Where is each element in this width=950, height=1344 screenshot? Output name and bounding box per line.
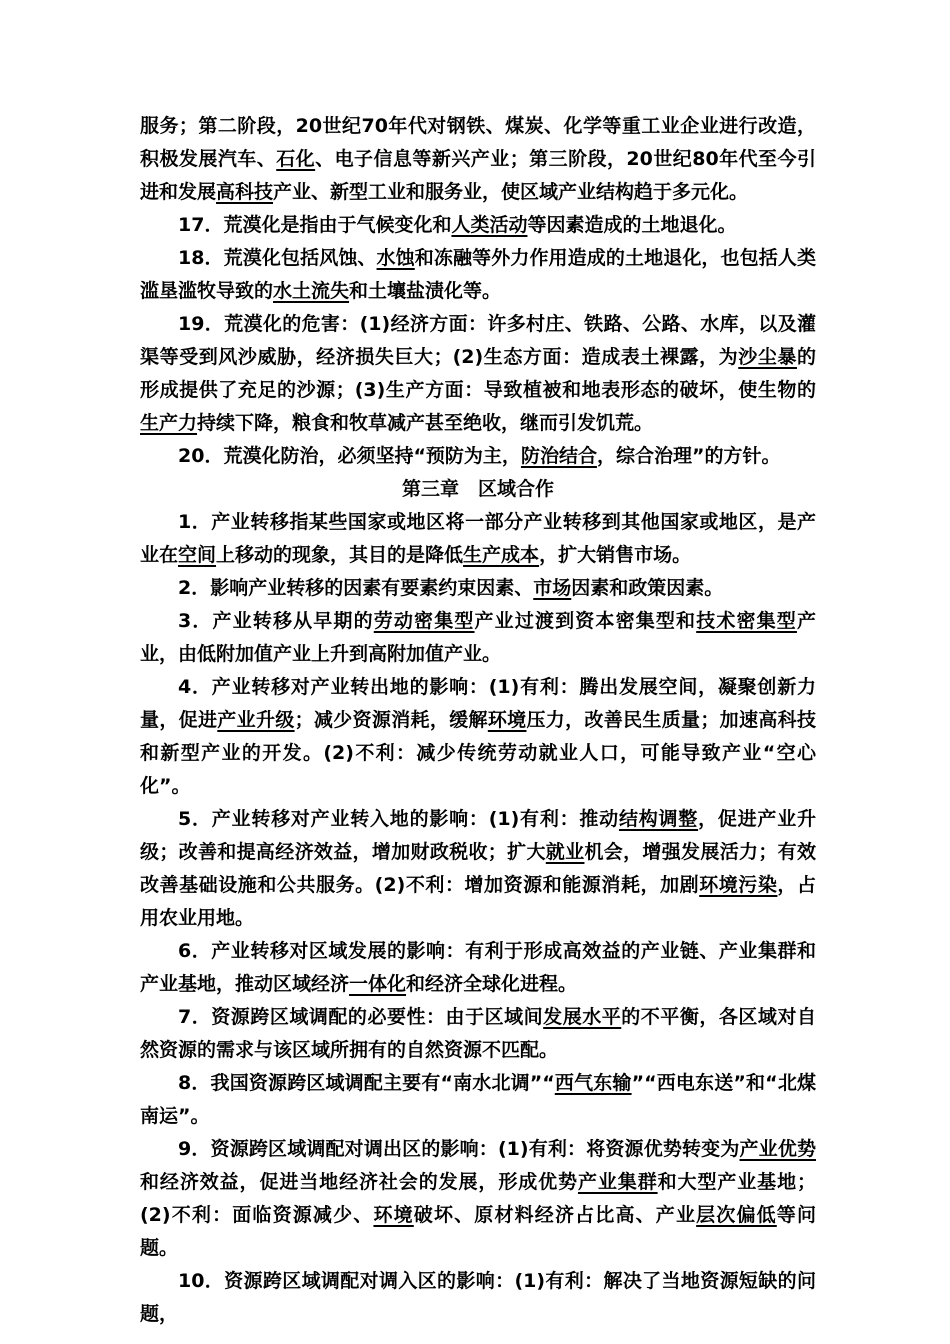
underlined-answer: 产业优势 <box>739 1138 816 1160</box>
text-segment: 和冻融等外力作用造成的土地退化，也包括人类滥垦滥牧导致的 <box>140 247 816 302</box>
paragraph <box>140 572 816 605</box>
text-segment: ；减少资源消耗，缓解 <box>294 709 488 731</box>
text-segment: 等问题。 <box>140 1204 816 1259</box>
paragraph <box>140 1133 816 1265</box>
paragraph <box>140 440 816 473</box>
underlined-answer: 环境污染 <box>699 874 778 896</box>
text-segment: 机会，增强发展活力；有效改善基础设施和公共服务。(2)不利：增加资源和能源消耗，加剧 <box>140 841 816 896</box>
text-segment: 和经济全球化进程。 <box>406 973 578 995</box>
text-segment: 等因素造成的土地退化。 <box>527 214 737 236</box>
text-segment: 、电子信息等新兴产业；第三阶段，20世纪80年代至今引进和发展 <box>140 148 816 203</box>
underlined-answer: 产业升级 <box>217 709 295 731</box>
text-segment: 5．产业转移对产业转入地的影响：(1)有利：推动 <box>178 808 619 830</box>
text-segment: 2．影响产业转移的因素有要素约束因素、 <box>178 577 534 599</box>
text-segment: 和经济效益，促进当地经济社会的发展，形成优势 <box>140 1171 578 1193</box>
text-segment: 9．资源跨区域调配对调出区的影响：(1)有利：将资源优势转变为 <box>178 1138 740 1160</box>
underlined-answer: 市场 <box>533 577 572 599</box>
text-segment: 3．产业转移从早期的 <box>178 610 374 632</box>
text-segment: ”“西电东送”和“北煤南运”。 <box>140 1072 816 1127</box>
underlined-answer: 生产力 <box>140 412 198 434</box>
paragraph <box>140 110 816 209</box>
text-segment: 上移动的现象，其目的是降低 <box>216 544 464 566</box>
text-segment: ，占用农业用地。 <box>140 874 816 929</box>
paragraph <box>140 1001 816 1067</box>
text-segment: 持续下降，粮食和牧草减产甚至绝收，继而引发饥荒。 <box>197 412 654 434</box>
text-segment: 18．荒漠化包括风蚀、 <box>178 247 377 269</box>
text-segment: 服务；第二阶段，20世纪70年代对钢铁、煤炭、化学等重工业企业进行改造，积极发展汽车、 <box>140 115 816 170</box>
underlined-answer: 一体化 <box>349 973 407 995</box>
underlined-answer: 石化 <box>276 148 316 170</box>
underlined-answer: 防治结合 <box>520 445 597 467</box>
underlined-answer: 环境 <box>373 1204 414 1226</box>
paragraph <box>140 308 816 440</box>
text-segment: 产业、新型工业和服务业，使区域产业结构趋于多元化。 <box>273 181 749 203</box>
text-segment: 20．荒漠化防治，必须坚持“预防为主， <box>178 445 521 467</box>
text-segment: 10．资源跨区域调配对调入区的影响：(1)有利：解决了当地资源短缺的问题， <box>140 1270 816 1325</box>
paragraph <box>140 242 816 308</box>
paragraph <box>140 506 816 572</box>
text-segment: 19．荒漠化的危害：(1)经济方面：许多村庄、铁路、公路、水库，以及灌渠等受到风沙威胁，经济损失巨大；(2)生态方面：造成表土裸露，为 <box>140 313 816 368</box>
underlined-answer: 空间 <box>178 544 217 566</box>
text-segment: ，综合治理”的方针。 <box>596 445 781 467</box>
text-segment: 产业，由低附加值产业上升到高附加值产业。 <box>140 610 816 665</box>
text-segment: 和大型产业基地；(2)不利：面临资源减少、 <box>140 1171 816 1226</box>
text-segment: 6．产业转移对区域发展的影响：有利于形成高效益的产业链、产业集群和产业基地，推动区域经济 <box>140 940 816 995</box>
text-segment: ，扩大销售市场。 <box>539 544 692 566</box>
underlined-answer: 人类活动 <box>451 214 528 236</box>
paragraph <box>140 605 816 671</box>
text-segment: 17．荒漠化是指由于气候变化和 <box>178 214 452 236</box>
paragraph <box>140 209 816 242</box>
underlined-answer: 发展水平 <box>543 1006 622 1028</box>
paragraph <box>140 935 816 1001</box>
paragraph <box>140 671 816 803</box>
underlined-answer: 高科技 <box>216 181 274 203</box>
chapter-heading <box>140 473 816 506</box>
text-segment: 1．产业转移指某些国家或地区将一部分产业转移到其他国家或地区，是产业在 <box>140 511 816 566</box>
underlined-answer: 结构调整 <box>618 808 699 830</box>
underlined-answer: 劳动密集型 <box>373 610 475 632</box>
underlined-answer: 层次偏低 <box>696 1204 777 1226</box>
text-segment: 第三章 区域合作 <box>401 478 554 500</box>
underlined-answer: 技术密集型 <box>696 610 797 632</box>
text-segment: 和土壤盐渍化等。 <box>349 280 502 302</box>
underlined-answer: 产业集群 <box>577 1171 658 1193</box>
underlined-answer: 水蚀 <box>376 247 415 269</box>
underlined-answer: 就业 <box>545 841 585 863</box>
underlined-answer: 沙尘暴 <box>738 346 797 368</box>
text-segment: 的不平衡，各区域对自然资源的需求与该区域所拥有的自然资源不匹配。 <box>140 1006 816 1061</box>
text-segment: 7．资源跨区域调配的必要性：由于区域间 <box>178 1006 544 1028</box>
text-segment: 压力，改善民生质量；加速高科技和新型产业的开发。(2)不利：减少传统劳动就业人口，可能导致产业“空心化”。 <box>140 709 816 797</box>
underlined-answer: 生产成本 <box>463 544 540 566</box>
paragraph <box>140 1067 816 1133</box>
text-segment: 的形成提供了充足的沙源；(3)生产方面：导致植被和地表形态的破坏，使生物的 <box>140 346 816 401</box>
underlined-answer: 水土流失 <box>273 280 350 302</box>
underlined-answer: 西气东输 <box>554 1072 632 1094</box>
paragraph <box>140 803 816 935</box>
text-segment: 4．产业转移对产业转出地的影响：(1)有利：腾出发展空间，凝聚创新力量，促进 <box>140 676 816 731</box>
paragraph <box>140 1265 816 1331</box>
underlined-answer: 环境 <box>487 709 527 731</box>
document-body <box>140 110 816 1331</box>
text-segment: ，促进产业升级；改善和提高经济效益，增加财政税收；扩大 <box>140 808 816 863</box>
text-segment: 产业过渡到资本密集型和 <box>474 610 697 632</box>
text-segment: 8．我国资源跨区域调配主要有“南水北调”“ <box>178 1072 555 1094</box>
text-segment: 因素和政策因素。 <box>571 577 724 599</box>
text-segment: 破坏、原材料经济占比高、产业 <box>413 1204 697 1226</box>
